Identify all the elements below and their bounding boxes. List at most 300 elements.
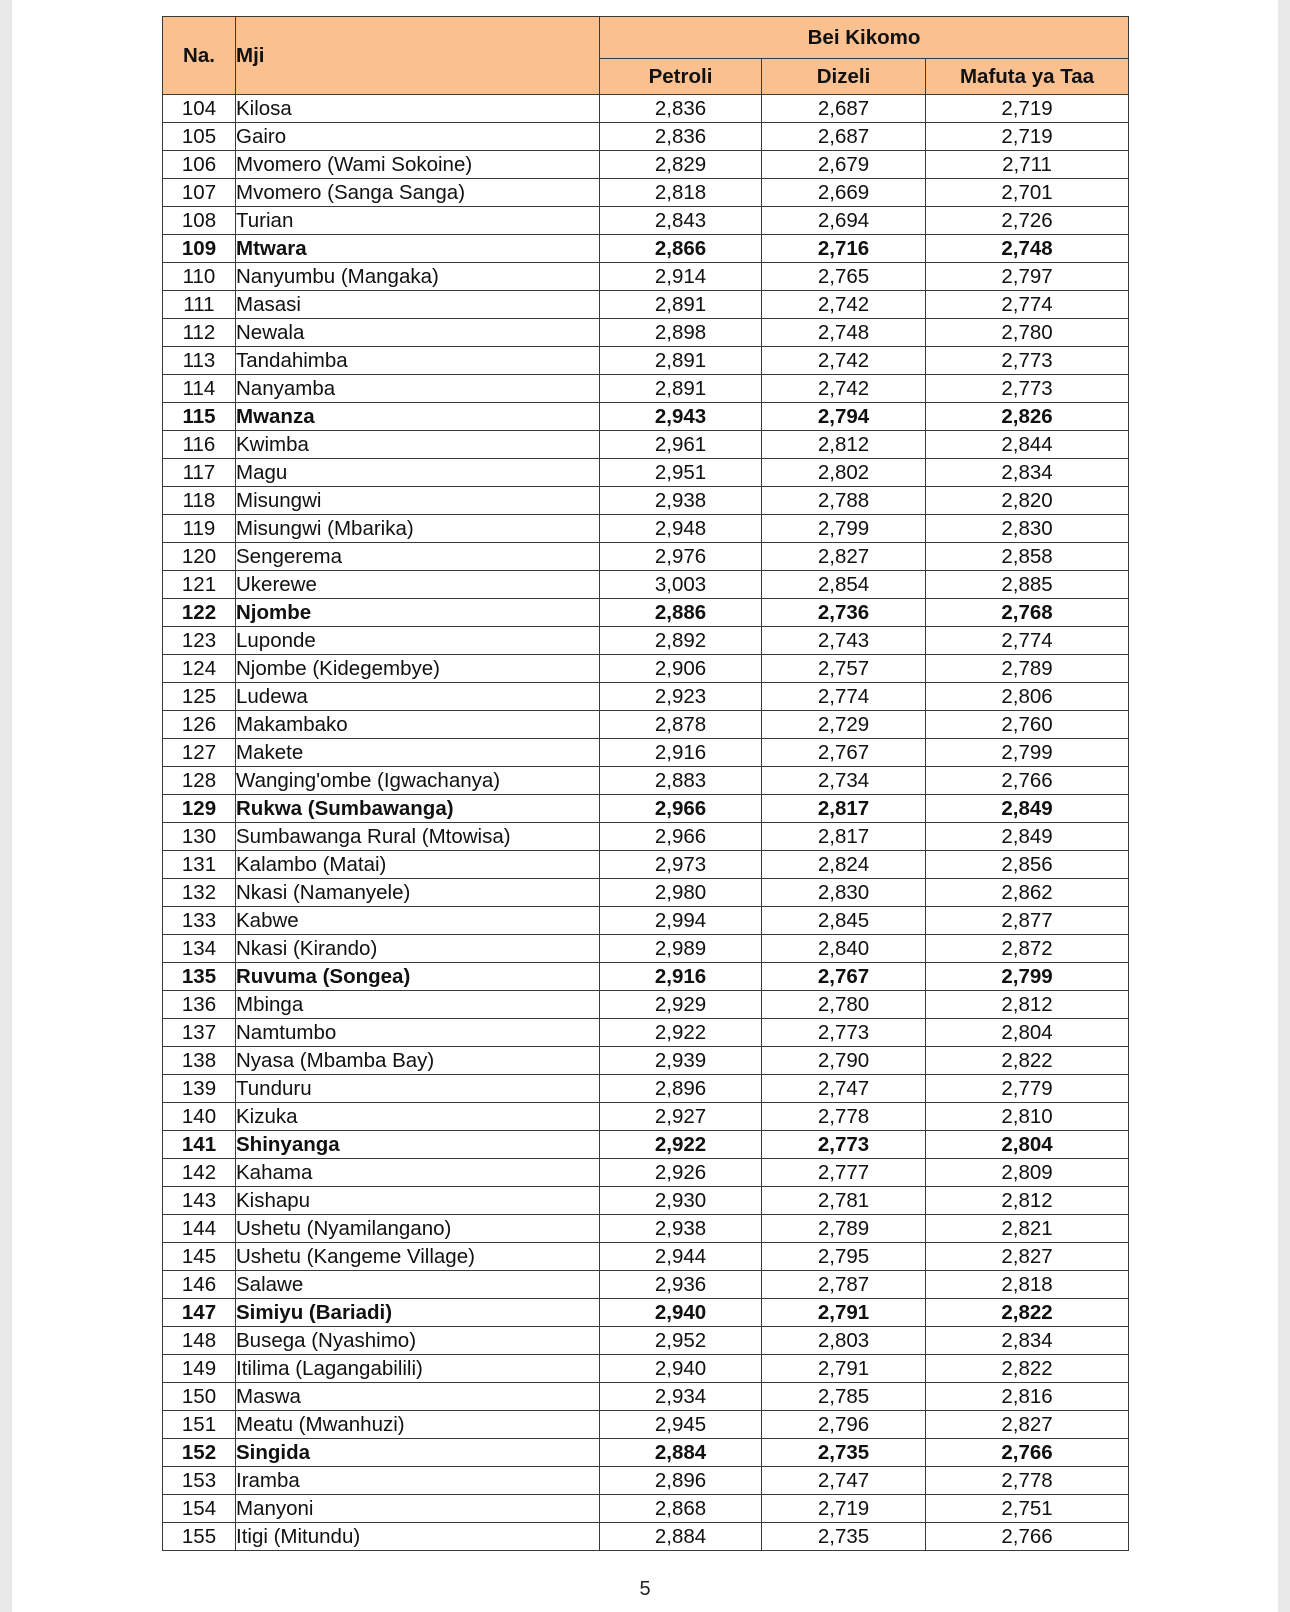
kerosene-price: 2,830 (926, 515, 1129, 543)
row-number: 154 (163, 1495, 236, 1523)
petrol-price: 2,891 (600, 375, 762, 403)
diesel-price: 2,767 (762, 739, 926, 767)
kerosene-price: 2,810 (926, 1103, 1129, 1131)
table-row (163, 487, 1129, 515)
page-number: 5 (639, 1578, 651, 1600)
petrol-price: 2,923 (600, 683, 762, 711)
diesel-price: 2,735 (762, 1439, 926, 1467)
table-row (163, 571, 1129, 599)
header-diesel: Dizeli (762, 59, 926, 95)
kerosene-price: 2,849 (926, 795, 1129, 823)
town-name: Ruvuma (Songea) (236, 963, 600, 991)
header-number: Na. (163, 17, 236, 95)
petrol-price: 2,936 (600, 1271, 762, 1299)
table-row (163, 1495, 1129, 1523)
petrol-price: 3,003 (600, 571, 762, 599)
diesel-price: 2,824 (762, 851, 926, 879)
row-number: 126 (163, 711, 236, 739)
petrol-price: 2,883 (600, 767, 762, 795)
petrol-price: 2,829 (600, 151, 762, 179)
row-number: 111 (163, 291, 236, 319)
petrol-price: 2,948 (600, 515, 762, 543)
table-row (163, 1159, 1129, 1187)
petrol-price: 2,927 (600, 1103, 762, 1131)
kerosene-price: 2,827 (926, 1243, 1129, 1271)
header-price-cap-group: Bei Kikomo (600, 17, 1129, 59)
diesel-price: 2,830 (762, 879, 926, 907)
diesel-price: 2,845 (762, 907, 926, 935)
row-number: 149 (163, 1355, 236, 1383)
town-name: Masasi (236, 291, 600, 319)
table-row (163, 235, 1129, 263)
row-number: 148 (163, 1327, 236, 1355)
diesel-price: 2,778 (762, 1103, 926, 1131)
row-number: 117 (163, 459, 236, 487)
table-header (163, 17, 1129, 95)
town-name: Sumbawanga Rural (Mtowisa) (236, 823, 600, 851)
petrol-price: 2,884 (600, 1439, 762, 1467)
diesel-price: 2,679 (762, 151, 926, 179)
diesel-price: 2,812 (762, 431, 926, 459)
table-row (163, 1075, 1129, 1103)
town-name: Makete (236, 739, 600, 767)
town-name: Manyoni (236, 1495, 600, 1523)
table-row (163, 515, 1129, 543)
kerosene-price: 2,773 (926, 347, 1129, 375)
kerosene-price: 2,827 (926, 1411, 1129, 1439)
row-number: 106 (163, 151, 236, 179)
kerosene-price: 2,760 (926, 711, 1129, 739)
diesel-price: 2,669 (762, 179, 926, 207)
row-number: 105 (163, 123, 236, 151)
town-name: Salawe (236, 1271, 600, 1299)
row-number: 104 (163, 95, 236, 123)
table-row (163, 375, 1129, 403)
table-row (163, 655, 1129, 683)
table-row (163, 1019, 1129, 1047)
diesel-price: 2,777 (762, 1159, 926, 1187)
petrol-price: 2,886 (600, 599, 762, 627)
header-town: Mji (236, 17, 600, 95)
diesel-price: 2,789 (762, 1215, 926, 1243)
diesel-price: 2,791 (762, 1299, 926, 1327)
diesel-price: 2,719 (762, 1495, 926, 1523)
petrol-price: 2,836 (600, 95, 762, 123)
town-name: Nanyumbu (Mangaka) (236, 263, 600, 291)
diesel-price: 2,802 (762, 459, 926, 487)
kerosene-price: 2,834 (926, 459, 1129, 487)
petrol-price: 2,966 (600, 795, 762, 823)
kerosene-price: 2,809 (926, 1159, 1129, 1187)
kerosene-price: 2,877 (926, 907, 1129, 935)
town-name: Mtwara (236, 235, 600, 263)
row-number: 145 (163, 1243, 236, 1271)
table-row (163, 1103, 1129, 1131)
table-row (163, 1439, 1129, 1467)
kerosene-price: 2,719 (926, 123, 1129, 151)
table-body (163, 95, 1129, 1551)
diesel-price: 2,799 (762, 515, 926, 543)
town-name: Njombe (Kidegembye) (236, 655, 600, 683)
kerosene-price: 2,804 (926, 1019, 1129, 1047)
town-name: Itilima (Lagangabilili) (236, 1355, 600, 1383)
row-number: 127 (163, 739, 236, 767)
diesel-price: 2,734 (762, 767, 926, 795)
petrol-price: 2,836 (600, 123, 762, 151)
petrol-price: 2,891 (600, 347, 762, 375)
row-number: 141 (163, 1131, 236, 1159)
row-number: 143 (163, 1187, 236, 1215)
row-number: 108 (163, 207, 236, 235)
table-row (163, 991, 1129, 1019)
table-row (163, 1523, 1129, 1551)
kerosene-price: 2,822 (926, 1047, 1129, 1075)
town-name: Mbinga (236, 991, 600, 1019)
diesel-price: 2,735 (762, 1523, 926, 1551)
town-name: Meatu (Mwanhuzi) (236, 1411, 600, 1439)
petrol-price: 2,866 (600, 235, 762, 263)
petrol-price: 2,843 (600, 207, 762, 235)
row-number: 139 (163, 1075, 236, 1103)
petrol-price: 2,916 (600, 963, 762, 991)
petrol-price: 2,980 (600, 879, 762, 907)
row-number: 146 (163, 1271, 236, 1299)
town-name: Kabwe (236, 907, 600, 935)
petrol-price: 2,973 (600, 851, 762, 879)
row-number: 140 (163, 1103, 236, 1131)
petrol-price: 2,961 (600, 431, 762, 459)
table-row (163, 1047, 1129, 1075)
diesel-price: 2,774 (762, 683, 926, 711)
table-row (163, 179, 1129, 207)
diesel-price: 2,795 (762, 1243, 926, 1271)
kerosene-price: 2,748 (926, 235, 1129, 263)
kerosene-price: 2,799 (926, 963, 1129, 991)
town-name: Turian (236, 207, 600, 235)
petrol-price: 2,906 (600, 655, 762, 683)
table-row (163, 963, 1129, 991)
town-name: Njombe (236, 599, 600, 627)
row-number: 136 (163, 991, 236, 1019)
diesel-price: 2,840 (762, 935, 926, 963)
table-row (163, 403, 1129, 431)
diesel-price: 2,765 (762, 263, 926, 291)
row-number: 107 (163, 179, 236, 207)
petrol-price: 2,951 (600, 459, 762, 487)
diesel-price: 2,742 (762, 291, 926, 319)
diesel-price: 2,794 (762, 403, 926, 431)
diesel-price: 2,790 (762, 1047, 926, 1075)
row-number: 131 (163, 851, 236, 879)
kerosene-price: 2,844 (926, 431, 1129, 459)
town-name: Nanyamba (236, 375, 600, 403)
petrol-price: 2,939 (600, 1047, 762, 1075)
town-name: Kilosa (236, 95, 600, 123)
petrol-price: 2,898 (600, 319, 762, 347)
diesel-price: 2,694 (762, 207, 926, 235)
town-name: Wanging'ombe (Igwachanya) (236, 767, 600, 795)
town-name: Newala (236, 319, 600, 347)
petrol-price: 2,938 (600, 1215, 762, 1243)
table-row (163, 1467, 1129, 1495)
row-number: 109 (163, 235, 236, 263)
kerosene-price: 2,768 (926, 599, 1129, 627)
row-number: 118 (163, 487, 236, 515)
petrol-price: 2,940 (600, 1299, 762, 1327)
diesel-price: 2,687 (762, 123, 926, 151)
table-row (163, 347, 1129, 375)
town-name: Itigi (Mitundu) (236, 1523, 600, 1551)
petrol-price: 2,994 (600, 907, 762, 935)
diesel-price: 2,780 (762, 991, 926, 1019)
kerosene-price: 2,766 (926, 1439, 1129, 1467)
petrol-price: 2,926 (600, 1159, 762, 1187)
kerosene-price: 2,726 (926, 207, 1129, 235)
town-name: Mvomero (Wami Sokoine) (236, 151, 600, 179)
town-name: Nkasi (Namanyele) (236, 879, 600, 907)
kerosene-price: 2,816 (926, 1383, 1129, 1411)
diesel-price: 2,773 (762, 1131, 926, 1159)
petrol-price: 2,943 (600, 403, 762, 431)
town-name: Ludewa (236, 683, 600, 711)
town-name: Sengerema (236, 543, 600, 571)
town-name: Ushetu (Nyamilangano) (236, 1215, 600, 1243)
town-name: Tandahimba (236, 347, 600, 375)
kerosene-price: 2,799 (926, 739, 1129, 767)
kerosene-price: 2,711 (926, 151, 1129, 179)
petrol-price: 2,989 (600, 935, 762, 963)
row-number: 134 (163, 935, 236, 963)
petrol-price: 2,922 (600, 1131, 762, 1159)
town-name: Kalambo (Matai) (236, 851, 600, 879)
diesel-price: 2,736 (762, 599, 926, 627)
row-number: 138 (163, 1047, 236, 1075)
row-number: 123 (163, 627, 236, 655)
table-row (163, 1131, 1129, 1159)
table-row (163, 543, 1129, 571)
kerosene-price: 2,821 (926, 1215, 1129, 1243)
table-row (163, 1327, 1129, 1355)
row-number: 151 (163, 1411, 236, 1439)
petrol-price: 2,930 (600, 1187, 762, 1215)
town-name: Gairo (236, 123, 600, 151)
town-name: Kahama (236, 1159, 600, 1187)
petrol-price: 2,966 (600, 823, 762, 851)
kerosene-price: 2,766 (926, 1523, 1129, 1551)
table-row (163, 599, 1129, 627)
town-name: Kishapu (236, 1187, 600, 1215)
row-number: 120 (163, 543, 236, 571)
town-name: Nyasa (Mbamba Bay) (236, 1047, 600, 1075)
row-number: 130 (163, 823, 236, 851)
row-number: 114 (163, 375, 236, 403)
diesel-price: 2,787 (762, 1271, 926, 1299)
diesel-price: 2,687 (762, 95, 926, 123)
kerosene-price: 2,719 (926, 95, 1129, 123)
town-name: Nkasi (Kirando) (236, 935, 600, 963)
table-row (163, 1187, 1129, 1215)
table-row (163, 683, 1129, 711)
petrol-price: 2,892 (600, 627, 762, 655)
diesel-price: 2,827 (762, 543, 926, 571)
row-number: 124 (163, 655, 236, 683)
town-name: Luponde (236, 627, 600, 655)
kerosene-price: 2,872 (926, 935, 1129, 963)
kerosene-price: 2,773 (926, 375, 1129, 403)
kerosene-price: 2,778 (926, 1467, 1129, 1495)
town-name: Makambako (236, 711, 600, 739)
row-number: 116 (163, 431, 236, 459)
town-name: Kwimba (236, 431, 600, 459)
table-row (163, 627, 1129, 655)
town-name: Mvomero (Sanga Sanga) (236, 179, 600, 207)
town-name: Iramba (236, 1467, 600, 1495)
kerosene-price: 2,812 (926, 1187, 1129, 1215)
diesel-price: 2,729 (762, 711, 926, 739)
diesel-price: 2,788 (762, 487, 926, 515)
town-name: Magu (236, 459, 600, 487)
row-number: 144 (163, 1215, 236, 1243)
kerosene-price: 2,751 (926, 1495, 1129, 1523)
row-number: 133 (163, 907, 236, 935)
kerosene-price: 2,789 (926, 655, 1129, 683)
diesel-price: 2,854 (762, 571, 926, 599)
petrol-price: 2,952 (600, 1327, 762, 1355)
row-number: 152 (163, 1439, 236, 1467)
diesel-price: 2,791 (762, 1355, 926, 1383)
petrol-price: 2,916 (600, 739, 762, 767)
diesel-price: 2,716 (762, 235, 926, 263)
town-name: Rukwa (Sumbawanga) (236, 795, 600, 823)
kerosene-price: 2,862 (926, 879, 1129, 907)
row-number: 153 (163, 1467, 236, 1495)
town-name: Tunduru (236, 1075, 600, 1103)
diesel-price: 2,781 (762, 1187, 926, 1215)
diesel-price: 2,757 (762, 655, 926, 683)
table-row (163, 879, 1129, 907)
diesel-price: 2,742 (762, 375, 926, 403)
town-name: Ushetu (Kangeme Village) (236, 1243, 600, 1271)
kerosene-price: 2,774 (926, 627, 1129, 655)
kerosene-price: 2,774 (926, 291, 1129, 319)
petrol-price: 2,945 (600, 1411, 762, 1439)
kerosene-price: 2,820 (926, 487, 1129, 515)
diesel-price: 2,767 (762, 963, 926, 991)
town-name: Maswa (236, 1383, 600, 1411)
table-row (163, 207, 1129, 235)
town-name: Shinyanga (236, 1131, 600, 1159)
table-row (163, 907, 1129, 935)
town-name: Busega (Nyashimo) (236, 1327, 600, 1355)
diesel-price: 2,803 (762, 1327, 926, 1355)
town-name: Misungwi (Mbarika) (236, 515, 600, 543)
town-name: Mwanza (236, 403, 600, 431)
table-row (163, 151, 1129, 179)
diesel-price: 2,742 (762, 347, 926, 375)
town-name: Namtumbo (236, 1019, 600, 1047)
table-row (163, 459, 1129, 487)
petrol-price: 2,938 (600, 487, 762, 515)
petrol-price: 2,922 (600, 1019, 762, 1047)
town-name: Kizuka (236, 1103, 600, 1131)
kerosene-price: 2,779 (926, 1075, 1129, 1103)
row-number: 119 (163, 515, 236, 543)
petrol-price: 2,934 (600, 1383, 762, 1411)
kerosene-price: 2,766 (926, 767, 1129, 795)
town-name: Singida (236, 1439, 600, 1467)
row-number: 122 (163, 599, 236, 627)
row-number: 112 (163, 319, 236, 347)
petrol-price: 2,896 (600, 1075, 762, 1103)
kerosene-price: 2,701 (926, 179, 1129, 207)
kerosene-price: 2,797 (926, 263, 1129, 291)
kerosene-price: 2,885 (926, 571, 1129, 599)
kerosene-price: 2,804 (926, 1131, 1129, 1159)
kerosene-price: 2,834 (926, 1327, 1129, 1355)
table-row (163, 431, 1129, 459)
row-number: 115 (163, 403, 236, 431)
petrol-price: 2,896 (600, 1467, 762, 1495)
petrol-price: 2,878 (600, 711, 762, 739)
row-number: 113 (163, 347, 236, 375)
kerosene-price: 2,806 (926, 683, 1129, 711)
diesel-price: 2,773 (762, 1019, 926, 1047)
table-row (163, 795, 1129, 823)
table-row (163, 1411, 1129, 1439)
table-row (163, 1355, 1129, 1383)
kerosene-price: 2,858 (926, 543, 1129, 571)
diesel-price: 2,785 (762, 1383, 926, 1411)
document-page (12, 0, 1278, 1612)
table-row (163, 711, 1129, 739)
petrol-price: 2,891 (600, 291, 762, 319)
table-row (163, 851, 1129, 879)
row-number: 142 (163, 1159, 236, 1187)
kerosene-price: 2,856 (926, 851, 1129, 879)
row-number: 110 (163, 263, 236, 291)
table-row (163, 123, 1129, 151)
header-petrol: Petroli (600, 59, 762, 95)
row-number: 128 (163, 767, 236, 795)
row-number: 121 (163, 571, 236, 599)
row-number: 129 (163, 795, 236, 823)
table-row (163, 319, 1129, 347)
petrol-price: 2,940 (600, 1355, 762, 1383)
row-number: 147 (163, 1299, 236, 1327)
table-row (163, 935, 1129, 963)
row-number: 132 (163, 879, 236, 907)
row-number: 125 (163, 683, 236, 711)
table-row (163, 823, 1129, 851)
row-number: 150 (163, 1383, 236, 1411)
town-name: Misungwi (236, 487, 600, 515)
table-row (163, 739, 1129, 767)
kerosene-price: 2,826 (926, 403, 1129, 431)
table-row (163, 1243, 1129, 1271)
row-number: 155 (163, 1523, 236, 1551)
table-row (163, 263, 1129, 291)
kerosene-price: 2,822 (926, 1355, 1129, 1383)
kerosene-price: 2,812 (926, 991, 1129, 1019)
table-row (163, 1299, 1129, 1327)
kerosene-price: 2,822 (926, 1299, 1129, 1327)
petrol-price: 2,944 (600, 1243, 762, 1271)
kerosene-price: 2,849 (926, 823, 1129, 851)
petrol-price: 2,818 (600, 179, 762, 207)
petrol-price: 2,929 (600, 991, 762, 1019)
table-row (163, 767, 1129, 795)
diesel-price: 2,747 (762, 1467, 926, 1495)
